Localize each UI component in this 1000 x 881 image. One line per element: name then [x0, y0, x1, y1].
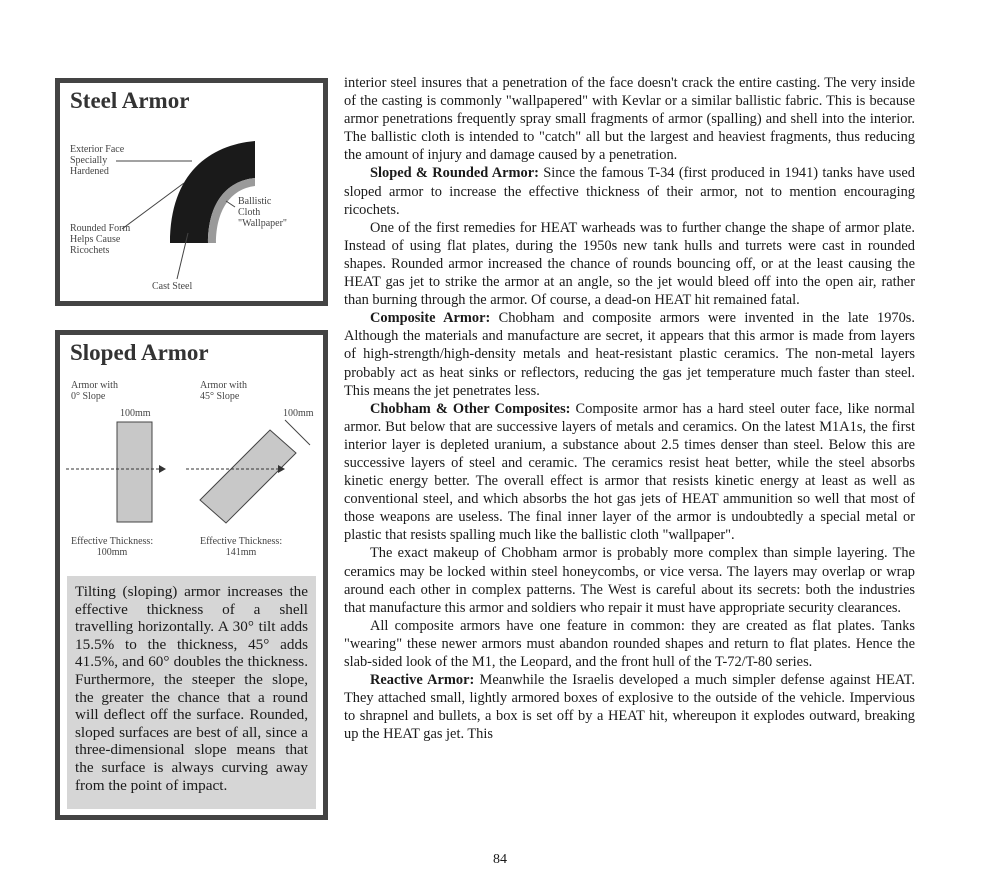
section-heading: Composite Armor: [370, 310, 491, 327]
paragraph: All composite armors have one feature in common: they are created as flat plates. Tanks "wearing" these newer armors must abandon rounded shapes and return to flat plates. Hence the slab-sided look of the M1, the Leopard, and the front hull of the T-72/T-80 series. [344, 617, 915, 670]
sloped-armor-box [55, 330, 328, 820]
cast-steel-label: Cast Steel [152, 281, 193, 292]
paragraph: interior steel insures that a penetration of the face doesn't crack the entire casting. The very inside of the casting is commonly "wallpapered" with Kevlar or a similar ballistic fabric. This is because armor penetrations frequently spray small fragments of armor (spalling) and shell into the interior. The ballistic cloth is intended to "catch" all but the largest and heaviest fragments, thus reducing the amount of injury and damage caused by a penetration. [344, 75, 915, 164]
sloped-armor-note: Tilting (sloping) armor increases the effective thickness of a shell travelling horizontally. A 30° tilt adds 15.5% to the thickness, 45° adds 41.5%, and 60° doubles the thickness. Furthermore, the steeper the slope, the greater the chance that a round will deflect off the surface. Rounded, sloped surfaces are best of all, since a three-dimensional slope means that the surface is always curving away from the point of impact. [67, 576, 316, 809]
steel-armor-diagram [60, 83, 323, 301]
steel-armor-box [55, 78, 328, 306]
paragraph-text: Composite armor has a hard steel outer face, like normal armor. But below that are successive layers of metals and ceramics. On the latest M1A1s, the first interior layer is depleted uranium, a substance about 2.5 times denser than steel. Below this are successive layers of steel and ceramic. The ceramics resist heat better, while the steel absorbs kinetic energy better. The overall effect is armor that resists kinetic energy at least as well as conventional steel, and which absorbs the hot gas jets of HEAT ammunition so well that most of those weapons are useless. The final inner layer of the armor is undoubtedly a special metal or plastic that resists spalling much like the ballistic cloth "wallpaper". [344, 400, 915, 544]
section-heading: Sloped & Rounded Armor: [370, 165, 539, 182]
paragraph-text: Meanwhile the Israelis developed a much simpler defense against HEAT. They attached small, lightly armored boxes of explosive to the outside of the vehicle. Impervious to shrapnel and bullets, a box is set off by a HEAT hit, whereupon it explodes outward, breaking up the HEAT gas jet. This [344, 672, 916, 743]
zero-slope-dimension: 100mm [120, 408, 151, 419]
steel-armor-title: Steel Armor [70, 88, 190, 113]
forty-five-dim-line [285, 420, 310, 445]
paragraph: The exact makeup of Chobham armor is probably more complex than simple layering. The ceramics may be locked within steel honeycombs, or vice versa. The layers may overlap or wrap around each other in complex patterns. The West is careful about its secrets: both the industries that manufacture this armor and soldiers who repair it must have appropriate security clearances. [344, 545, 915, 616]
section-heading: Chobham & Other Composites: [370, 400, 571, 417]
sloped-armor-title: Sloped Armor [70, 340, 209, 365]
section-heading: Reactive Armor: [370, 672, 475, 689]
zero-slope-arrowhead [159, 465, 166, 473]
page-number: 84 [493, 852, 507, 867]
forty-five-slope-plate [200, 430, 296, 523]
ballistic-cloth-label: Ballistic Cloth "Wallpaper" [238, 196, 288, 229]
zero-slope-plate [117, 422, 152, 522]
paragraph-text: Since the famous T-34 (first produced in 1941) tanks have used sloped armor to increase the effective thickness of their armor, not to mention encouraging ricochets. [344, 165, 915, 218]
zero-slope-caption: Armor with 0° Slope [71, 380, 118, 402]
paragraph [344, 671, 915, 743]
paragraph [344, 309, 915, 399]
forty-five-slope-effective-thickness: Effective Thickness: 141mm [200, 536, 283, 558]
ballistic-cloth-pointer [226, 201, 235, 207]
paragraph [344, 164, 915, 218]
paragraph: One of the first remedies for HEAT warheads was to further change the shape of armor plate. Instead of using flat plates, during the 1950s new tank hulls and turrets were cast in rounded shapes. Rounded armor increased the chance of rounds bouncing off, or at the least causing the HEAT gas jet to strike the armor at an angle, so the jet would bleed off into the open air, rather than burning through the armor. Of course, a dead-on HEAT hit remained fatal. [344, 219, 915, 309]
paragraph-text: Chobham and composite armors were invented in the late 1970s. Although the materials and manufacture are secret, it appears that this armor is made from layers of high-strength/high-density metals and heat-resistant plastic ceramics. The non-metal layers probably act as heat sinks or reflectors, reducing the gas jet temperature much faster than steel. This means the jet penetrates less. [344, 310, 915, 399]
paragraph [344, 400, 915, 545]
body-text [344, 74, 915, 743]
forty-five-slope-caption: Armor with 45° Slope [200, 380, 247, 402]
forty-five-slope-dimension: 100mm [283, 408, 314, 419]
exterior-face-label: Exterior Face Specially Hardened [70, 144, 125, 177]
zero-slope-effective-thickness: Effective Thickness: 100mm [71, 536, 154, 558]
rounded-form-label: Rounded Form Helps Cause Ricochets [70, 223, 131, 256]
